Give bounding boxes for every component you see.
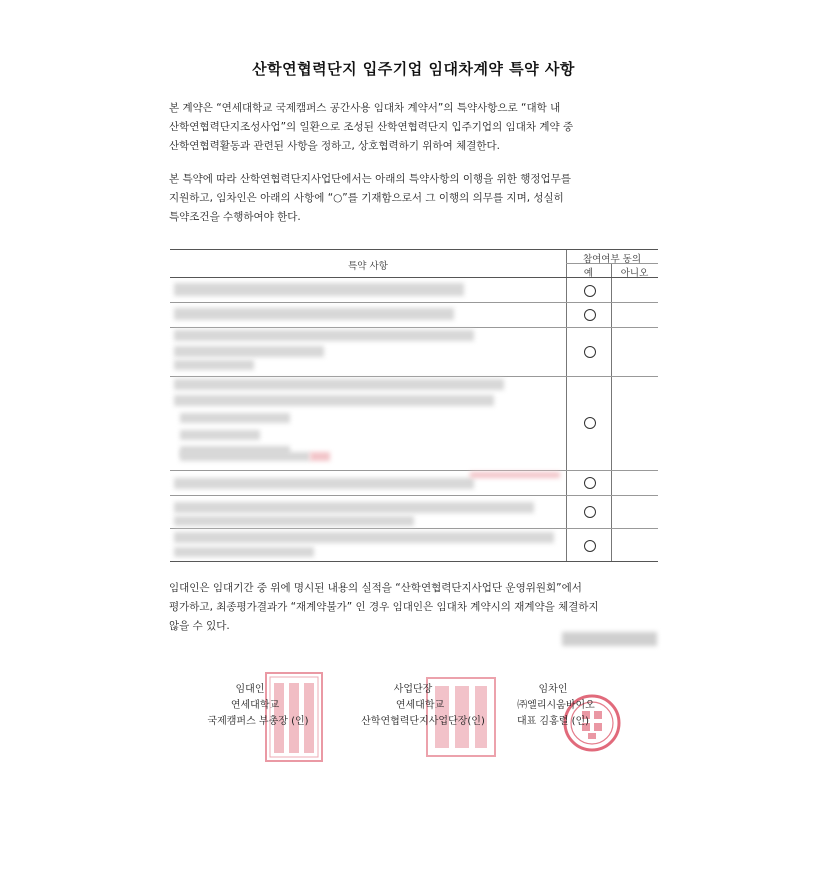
intro-1-line: 산학연협력활동과 관련된 사항을 정하고, 상호협력하기 위하여 체결한다. xyxy=(169,140,500,152)
special-terms-table xyxy=(170,249,658,562)
header-yes: 예 xyxy=(583,268,594,279)
director-org: 연세대학교 xyxy=(395,700,445,711)
header-consent: 참여여부 동의 xyxy=(582,254,642,265)
redacted-term-text xyxy=(174,346,324,357)
redacted-term-text xyxy=(174,532,554,543)
intro-2-line: 지원하고, 임차인은 아래의 사항에 “○”를 기재함으로서 그 이행의 의무를 지며, 성실히 xyxy=(169,192,564,204)
redacted-term-text xyxy=(174,330,474,341)
closing-line: 평가하고, 최종평가결과가 “재계약불가” 인 경우 임대인은 임대차 계약시의 재계약을 체결하지 xyxy=(169,601,599,613)
row-rule xyxy=(170,470,658,471)
redacted-highlight xyxy=(470,472,560,478)
yes-circle-mark xyxy=(584,540,596,552)
redacted-term-text xyxy=(174,502,534,513)
yes-circle-mark xyxy=(584,506,596,518)
document-title: 산학연협력단지 입주기업 임대차계약 특약 사항 xyxy=(252,60,575,78)
intro-paragraph-2 xyxy=(169,170,659,227)
intro-1-line: 산학연협력단지조성사업”의 일환으로 조성된 산학연협력단지 입주기업의 임대차 계약 중 xyxy=(169,121,574,133)
yes-circle-mark xyxy=(584,346,596,358)
intro-2-line: 특약조건을 수행하여야 한다. xyxy=(169,211,301,223)
column-divider xyxy=(611,263,612,561)
redacted-term-text xyxy=(180,413,290,423)
redacted-term-text xyxy=(174,547,314,557)
redacted-date xyxy=(562,632,657,646)
header-item: 특약 사항 xyxy=(348,261,388,272)
director-role: 사업단장 xyxy=(393,684,433,695)
lessee-org: ㈜엘리시움바이오 xyxy=(517,700,595,711)
row-rule xyxy=(170,327,658,328)
row-rule xyxy=(170,528,658,529)
director-title: 산학연협력단지사업단장(인) xyxy=(361,716,485,727)
redacted-term-text xyxy=(174,283,464,296)
row-rule xyxy=(170,302,658,303)
redacted-term-text xyxy=(174,308,454,320)
row-rule xyxy=(170,495,658,496)
yes-circle-mark xyxy=(584,477,596,489)
redacted-term-text xyxy=(174,379,504,390)
redacted-term-text xyxy=(180,430,260,440)
lessor-org: 연세대학교 xyxy=(230,700,280,711)
redacted-term-text xyxy=(174,516,414,526)
intro-paragraph-1 xyxy=(169,99,659,156)
yes-circle-mark xyxy=(584,417,596,429)
closing-line: 않을 수 있다. xyxy=(169,620,230,632)
lessee-title: 대표 김홍렬 (인) xyxy=(516,716,590,727)
redacted-term-text xyxy=(174,395,494,406)
yes-circle-mark xyxy=(584,285,596,297)
redacted-highlight xyxy=(310,452,330,461)
lessor-role: 임대인 xyxy=(235,684,265,695)
column-divider xyxy=(566,250,567,561)
row-rule xyxy=(170,376,658,377)
yes-circle-mark xyxy=(584,309,596,321)
redacted-term-text xyxy=(180,452,310,461)
header-no: 아니오 xyxy=(620,268,649,279)
redacted-term-text xyxy=(174,360,254,370)
lessor-title: 국제캠퍼스 부총장 (인) xyxy=(207,716,309,727)
redacted-term-text xyxy=(174,478,474,489)
closing-paragraph xyxy=(169,579,659,636)
closing-line: 임대인은 임대기간 중 위에 명시된 내용의 실적을 “산학연협력단지사업단 운영위원회”에서 xyxy=(169,582,582,594)
lessee-role: 임차인 xyxy=(538,684,568,695)
intro-2-line: 본 특약에 따라 산학연협력단지사업단에서는 아래의 특약사항의 이행을 위한 행정업무를 xyxy=(169,173,571,185)
intro-1-line: 본 계약은 “연세대학교 국제캠퍼스 공간사용 임대차 계약서”의 특약사항으로 “대학 내 xyxy=(169,102,561,114)
